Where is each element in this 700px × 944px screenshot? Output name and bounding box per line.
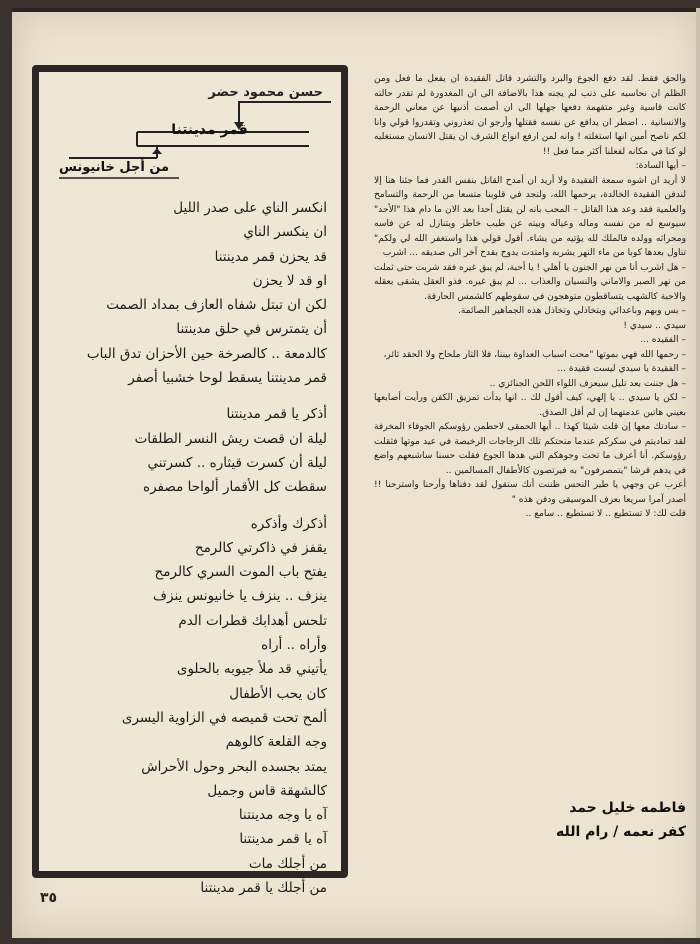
prose-column — [374, 72, 686, 522]
poem-line: أن يتمترس في حلق مدينتنا — [176, 321, 327, 338]
poem-line: يمتد بجسده البحر وحول الأحراش — [141, 758, 327, 775]
poem-title: قمر مدينتنا — [171, 122, 248, 138]
poem-line: يقفز في ذاكرتي كالرمح — [194, 539, 327, 556]
page-number: ٣٥ — [40, 890, 58, 906]
dedication-arrow — [69, 146, 157, 158]
poem-line: أذكرك وأذكره — [250, 515, 327, 532]
poem-line: او قد لا يحزن — [252, 272, 327, 289]
prose-paragraph: – هل اشرب أنا من نهر الجنون يا أهلي ! يا أحبة، لم يبق غيره فقد شربت حتى ثملت من نهر الصبر والاماني والنسيان والعذاب ... لم يبق غيره. فذو العقل يشقى بعقله والاحبة كالشهب يتساقطون متوهجون في سقوطهم كالشمس الحارقة. — [374, 262, 686, 302]
poem-line: انكسر الناي على صدر الليل — [173, 200, 327, 216]
poem-line: وجه القلعة كالوهم — [225, 734, 327, 751]
poem-line: من أجلك يا قمر مدينتنا — [200, 880, 327, 897]
poem-author: حسن محمود حضر — [208, 85, 323, 100]
prose-paragraph: – لكن يا سيدي .. يا إلهي، كيف أقول لك .. انها بدأت تمزيق الكفن ورأيت أصابعها بعيني هاتين عدمتهما إن لم أقل الصدق. — [374, 393, 686, 418]
author-arrow — [239, 102, 331, 124]
prose-paragraph: – رحمها الله فهي بموتها "محت اسباب العداوة بيننا، فلا الثار ملحاح ولا الحقد ثائر، — [383, 349, 686, 360]
poem-line: سقطت كل الأقمار ألواحا مصفره — [143, 479, 327, 496]
poem-line: كالدمعة .. كالصرخة حين الأحزان تدق الباب — [86, 345, 327, 362]
stanza-break — [42, 500, 327, 512]
poem-line: من أجلك مات — [248, 855, 327, 872]
prose-paragraph: – سادتك معها إن قلت شيئا كهذا .. أيها الحمقى لاحطمن رؤوسكم الجوفاء المخرفة لقد تماديتم في سكركم عندما منحتكم تلك الزجاجات الرخيصة في عيد موتها فثقلت رؤوسكم. أنا أعرف ما تحت وجوهكم التي هدها الجوع فقلت حسنا ساشبعهم واضع في يدهم قرشا "يتمصرفون" به فيرتصون كالأطفال المسالمين .. — [374, 422, 686, 476]
prose-paragraph: أعرب عن وجهي يا طير النحس ظننت أنك ستقول لقد دفناها وأرحنا واسترحنا !! أصدر آمرا سريعا بعزف الموسيقى ودفن هذه " — [374, 480, 686, 505]
poem-line: آه يا وجه مدينتنا — [238, 807, 327, 824]
poem-line: لكن ان تبتل شفاه العازف بمداد الصمت — [106, 297, 327, 314]
poem-line: كالشهقة قاس وجميل — [207, 782, 327, 799]
prose-signature — [374, 796, 686, 844]
poem-line: يأتيني قد ملأ جيوبه بالحلوى — [176, 661, 327, 678]
prose-paragraph: والحق فقط. لقد دفع الجوع والبرد والتشرد قاتل الفقيدة ان يفعل ما فعل ومن الظلم ان نحاسبه على ذنب لم يجنه هذا بالاضافة الى ان المغدورة لم تقدر حالته كانت قاسية وغير متفهمة دفعها جهلها الى ان أصمت أذنيها عن معاني الرحمة والانسانية .. اضطر ان يدافع عن نفسه فقتلها وأرجو ان تعذروني وتقدروا قولي وانا لكم ناصح أمين انها استغلته ! وانه لمن ارفع انواع الشرف ان يقتل الانسان مستغليه لو كنا في مكانه لفعلنا أكثر مما فعل !! — [374, 74, 686, 157]
poem-line: آه يا قمر مدينتنا — [239, 831, 327, 848]
prose-paragraph: لا أريد ان اشوه سمعة الفقيدة ولا أريد ان أمدح القاتل بنفس القدر فما جئنا هنا إلا لندفن الفقيدة الخالدة، يرحمها الله، ولنجد في قلوبنا متسعا من الرحمة والتسامح والعلمية فقد وعد هذا القاتل – المحب بانه لن يقتل أحدا بعد الان ما دام هذا "الأحد" سيوسع له من نفسه وماله وعياله وبيته عن طيب خاطر ويتنازل له عن فاسه ومحراثه وولده فالملك لله يؤتيه من يشاء. أقول قولي هذا واستغفر الله لي ولكم" تناول بعدها كوبا من ماء النهر يشربه وامتدت يدوح بقدح آخر الى صديقه ... اشرب — [374, 175, 686, 258]
prose-paragraph: – الفقيده ... — [640, 335, 686, 345]
prose-paragraph: – أيها السادة: — [635, 161, 686, 171]
prose-paragraph: سيدي .. سيدي ! — [623, 320, 686, 331]
magazine-page — [12, 8, 700, 938]
poem-line: ليلة أن كسرت قيثاره .. كسرتني — [147, 454, 327, 471]
poem-line: تلحس أهدابك قطرات الدم — [178, 612, 327, 629]
prose-paragraph: – هل جننت بعد تليل سيعزف اللواء اللحن الجنائزي .. — [489, 378, 686, 389]
poem-body — [42, 196, 327, 900]
poem-line: كان يحب الأطفال — [229, 685, 327, 702]
poem-dedication: من أجل خانيونس — [59, 160, 170, 175]
poem-line: ان ينكسر الناي — [243, 224, 327, 241]
dedication-arrowhead — [152, 148, 162, 154]
poem-box — [32, 65, 348, 897]
prose-paragraph: – الفقيدة يا سيدي ليست فقيدة ... — [557, 364, 686, 374]
poem-line: يفتح باب الموت السري كالرمح — [154, 564, 327, 581]
poem-line: ألمح تحت قميصه في الزاوية اليسرى — [121, 709, 327, 726]
right-edge — [696, 8, 700, 938]
stanza-break — [42, 390, 327, 402]
poem-line: ليلة ان قصت ريش النسر الطلقات — [134, 430, 327, 447]
prose-paragraph: قلت لك: لا تستطيع .. لا تستطيع .. سامع .. — [525, 509, 686, 519]
poem-line: وأراه .. أراه — [261, 637, 327, 654]
signature-place: كفر نعمه / رام الله — [556, 824, 686, 840]
signature-name: فاطمه خليل حمد — [569, 800, 686, 816]
prose-paragraph: – بس وبهم وباعدائي وبتخاذلي وتخاذل هذه الجماهير الصائمة. — [457, 306, 686, 316]
poem-line: قد يحزن قمر مدينتنا — [214, 248, 327, 265]
poem-line: أذكر يا قمر مدينتنا — [226, 406, 327, 423]
poem-line: ينزف .. ينزف يا خانيونس ينزف — [153, 588, 327, 605]
top-edge — [12, 8, 700, 12]
poem-line: قمر مدينتنا يسقط لوحا خشبيا أصفر — [128, 370, 327, 387]
